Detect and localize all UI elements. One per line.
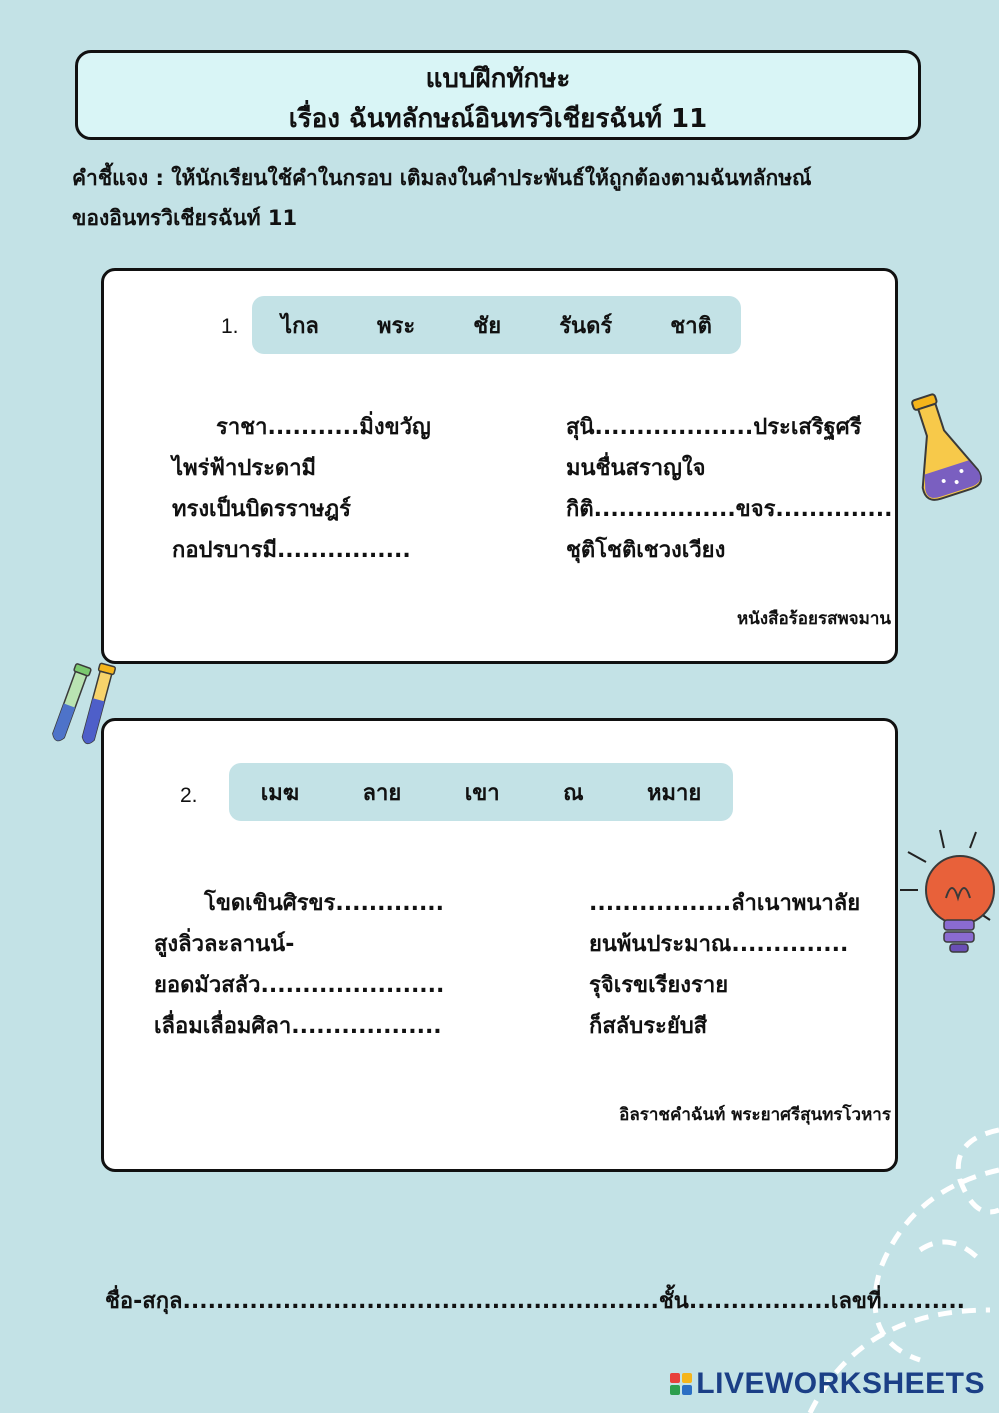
exercise-2-word-bank: [229, 763, 733, 821]
word-bank-word[interactable]: พระ: [377, 313, 416, 339]
name-class-number-line[interactable]: ชื่อ-สกุล.........................................................ชั้น.................เลขที่..........: [105, 1289, 966, 1314]
light-bulb-icon: [900, 828, 999, 966]
verse-line: .................ลำเนาพนาลัย: [589, 891, 861, 916]
verse-line: สุนิ...................ประเสริฐศรี: [566, 415, 862, 440]
exercise-1-source: หนังสือร้อยรสพจมาน: [736, 609, 891, 629]
instructions-line-2: ของอินทรวิเชียรฉันท์ 11: [72, 206, 298, 230]
verse-line: กิติ.................ขจร..............: [566, 497, 893, 522]
instructions: [72, 158, 952, 238]
logo-square: [682, 1385, 692, 1395]
exercise-2-right-verses: [589, 883, 860, 1047]
exercise-1-card: [101, 268, 898, 664]
title-box: [75, 50, 921, 140]
test-tubes-icon: [40, 660, 124, 758]
verse-line: มนชื่นสราญใจ: [566, 456, 706, 481]
liveworksheets-logo: [670, 1367, 985, 1401]
verse-line: ก็สลับระยับสี: [589, 1014, 708, 1039]
liveworksheets-logo-icon: [670, 1373, 692, 1395]
verse-line: ยอดมัวสลัว......................: [154, 973, 445, 998]
exercise-2-card: [101, 718, 898, 1172]
verse-line: โขดเขินศิรขร.............: [204, 891, 445, 916]
word-bank-word[interactable]: ชาติ: [670, 313, 712, 339]
page-subtitle: เรื่อง ฉันทลักษณ์อินทรวิเชียรฉันท์ 11: [288, 104, 708, 134]
exercise-1-word-bank: [252, 296, 741, 354]
flask-icon: [900, 388, 984, 512]
logo-square: [670, 1373, 680, 1383]
verse-line: กอปรบารมี................: [172, 538, 411, 563]
page-title: แบบฝึกทักษะ: [425, 64, 571, 94]
verse-line: รุจิเรขเรียงราย: [589, 973, 729, 998]
exercise-1-right-verses: [566, 407, 892, 571]
exercise-2-source: อิลราชคำฉันท์ พระยาศรีสุนทรโวหาร: [619, 1105, 891, 1125]
exercise-2-number: 2.: [180, 784, 198, 807]
word-bank-word[interactable]: ณ: [563, 780, 584, 806]
verse-line: ชุติโชติเชวงเวียง: [566, 538, 726, 563]
exercise-1-number: 1.: [221, 315, 239, 338]
verse-line: ราชา...........มิ่งขวัญ: [216, 415, 431, 440]
word-bank-word[interactable]: ชัย: [473, 313, 502, 339]
word-bank-word[interactable]: เขา: [464, 780, 500, 806]
exercise-2-left-verses: [154, 883, 444, 1047]
word-bank-word[interactable]: ไกล: [281, 313, 319, 339]
word-bank-word[interactable]: ลาย: [362, 780, 402, 806]
liveworksheets-wordmark: LIVEWORKSHEETS: [696, 1367, 985, 1400]
instructions-line-1: คำชี้แจง : ให้นักเรียนใช้คำในกรอบ เติมลงในคำประพันธ์ให้ถูกต้องตามฉันทลักษณ์: [72, 166, 812, 190]
word-bank-word[interactable]: หมาย: [646, 780, 702, 806]
verse-line: เลื่อมเลื่อมศิลา..................: [154, 1014, 442, 1039]
verse-line: สูงลิ่วละลานน์-: [154, 932, 295, 957]
logo-square: [670, 1385, 680, 1395]
logo-square: [682, 1373, 692, 1383]
word-bank-word[interactable]: เมฆ: [260, 780, 300, 806]
verse-line: ทรงเป็นบิดรราษฎร์: [172, 497, 351, 522]
verse-line: ยนพ้นประมาณ..............: [589, 932, 849, 957]
verse-line: ไพร่ฟ้าประดามี: [172, 456, 317, 481]
exercise-1-left-verses: [172, 407, 431, 571]
word-bank-word[interactable]: รันดร์: [559, 313, 613, 339]
